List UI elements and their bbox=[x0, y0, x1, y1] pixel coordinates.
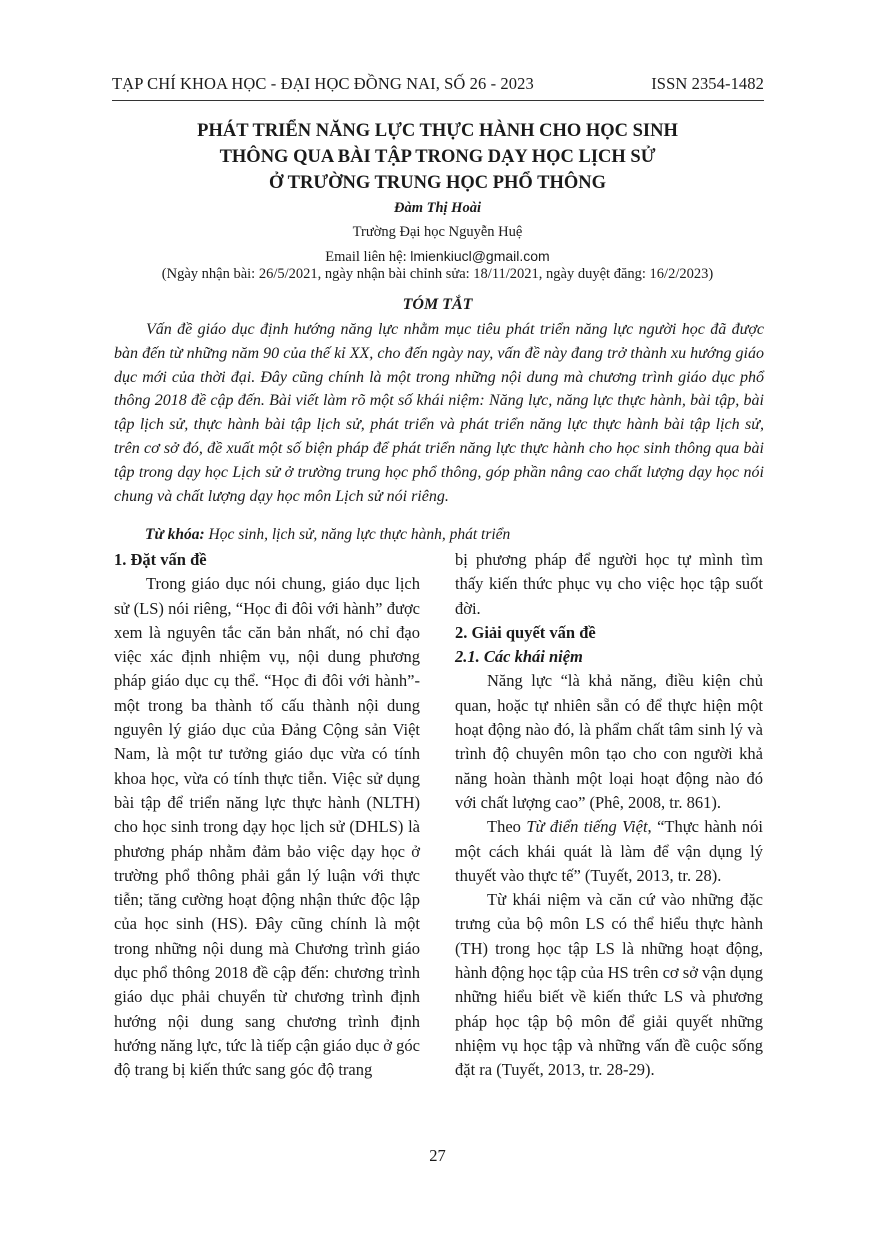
section-2-1-paragraph-1: Năng lực “là khả năng, điều kiện chủ quan, hoặc tự nhiên sẵn có để thực hiện một hoạt động nào đó, là phẩm chất tâm sinh lý và trình độ chuyên môn tạo cho con người khả năng hoàn thành một loại hoạt động nào đó với chất lượng cao” (Phê, 2008, tr. 861). bbox=[455, 671, 763, 812]
abstract-heading: TÓM TẮT bbox=[402, 296, 473, 313]
keywords-list: Học sinh, lịch sử, năng lực thực hành, phát triển bbox=[204, 526, 511, 543]
journal-name: TẠP CHÍ KHOA HỌC - ĐẠI HỌC ĐỒNG NAI, SỐ 26 - 2023 bbox=[112, 74, 534, 93]
author-block bbox=[100, 196, 775, 269]
title-line-2: THÔNG QUA BÀI TẬP TRONG DẠY HỌC LỊCH SỬ bbox=[219, 147, 656, 167]
running-header bbox=[112, 74, 764, 94]
abstract-text: Vấn đề giáo dục định hướng năng lực nhằm mục tiêu phát triển năng lực người học đã được bàn đến từ những năm 90 của thế kỉ XX, cho đến ngày nay, vấn đề này đang trở thành xu hướng giáo dục mới của thời đại. Đây cũng chính là một trong những nội dung mà chương trình giáo dục phổ thông 2018 đề cập đến. Bài viết làm rõ một số khái niệm: Năng lực, năng lực thực hành, bài tập, bài tập lịch sử, thực hành bài tập lịch sử, phát triển và phát triển năng lực thực hành bài tập lịch sử, trên cơ sở đó, đề xuất một số biện pháp để phát triển năng lực thực hành cho học sinh thông qua bài tập trong dạy học Lịch sử ở trường trung học phổ thông, góp phần nâng cao chất lượng dạy học nói chung và chất lượng dạy học môn Lịch sử nói riêng. bbox=[114, 321, 764, 505]
section-2-heading: 2. Giải quyết vấn đề bbox=[455, 622, 596, 642]
keywords-label: Từ khóa: bbox=[145, 526, 205, 543]
section-2-1-heading: 2.1. Các khái niệm bbox=[455, 647, 583, 667]
section-1-heading: 1. Đặt vấn đề bbox=[114, 550, 207, 569]
submission-dates: (Ngày nhận bài: 26/5/2021, ngày nhận bài chỉnh sửa: 18/11/2021, ngày duyệt đăng: 16/2/2023) bbox=[161, 266, 714, 282]
p2-rest: , “Thực hành nói một cách khái quát là làm để vận dụng lý thuyết vào thực tế” (Tuyết, 2013, tr. 28). bbox=[455, 817, 764, 885]
section-2-1-paragraph-3: Từ khái niệm và căn cứ vào những đặc trưng của bộ môn LS có thể hiểu thực hành (TH) trong học tập LS là những hoạt động, hành động học tập của HS trên cơ sở vận dụng những hiểu biết về kiến thức LS và phương pháp học tập bộ môn để giải quyết những nhiệm vụ học tập và những vấn đề cuộc sống đặt ra (Tuyết, 2013, tr. 28-29). bbox=[455, 890, 763, 1080]
dictionary-title: Từ điển tiếng Việt bbox=[526, 817, 648, 837]
p2-lead: Theo bbox=[487, 817, 527, 837]
left-column bbox=[114, 548, 420, 1083]
article-title bbox=[100, 118, 775, 196]
title-line-1: PHÁT TRIỂN NĂNG LỰC THỰC HÀNH CHO HỌC SINH bbox=[197, 121, 678, 141]
page-number: 27 bbox=[429, 1146, 446, 1165]
email-address[interactable]: lmienkiucl@gmail.com bbox=[410, 248, 550, 264]
author-name: Đàm Thị Hoài bbox=[393, 200, 481, 216]
section-1-paragraph: Trong giáo dục nói chung, giáo dục lịch sử (LS) nói riêng, “Học đi đôi với hành” được xem là nguyên tắc căn bản nhất, nó chỉ đạo việc xác định nhiệm vụ, nội dung phương pháp giáo dục cụ thể. “Học đi đôi với hành”- một trong ba thành tố cấu thành nội dung nguyên lý giáo dục của Đảng Cộng sản Việt Nam, là một tư tưởng giáo dục vừa có tính khoa học, vừa có tính thực tiễn. Việc sử dụng bài tập để triển năng lực thực hành (NLTH) cho học sinh trong dạy học lịch sử (DHLS) là phương pháp nhằm đảm bảo việc dạy học ở trường phổ thông phải gắn lý luận với thực tiễn; tăng cường hoạt động nhận thức độc lập của học sinh (HS). Đây cũng chính là một trong những nội dung mà Chương trình giáo dục phổ thông 2018 đề cập đến: chương trình giáo dục phải chuyển từ chương trình định hướng nội dung sang chương trình định hướng năng lực, tức là tiếp cận giáo dục ở góc độ trang bị kiến thức sang góc độ trang bbox=[114, 574, 420, 1080]
section-1-paragraph-continued: bị phương pháp để người học tự mình tìm thấy kiến thức phục vụ cho việc học tập suốt đời. bbox=[455, 550, 763, 618]
title-line-3: Ở TRƯỜNG TRUNG HỌC PHỔ THÔNG bbox=[269, 173, 606, 193]
email-label: Email liên hệ: bbox=[325, 249, 411, 265]
section-2-1-paragraph-2 bbox=[455, 815, 763, 888]
right-column bbox=[455, 548, 763, 1083]
affiliation: Trường Đại học Nguyễn Huệ bbox=[352, 224, 523, 240]
header-rule bbox=[112, 100, 764, 101]
issn: ISSN 2354-1482 bbox=[651, 74, 764, 93]
keywords bbox=[145, 526, 764, 544]
